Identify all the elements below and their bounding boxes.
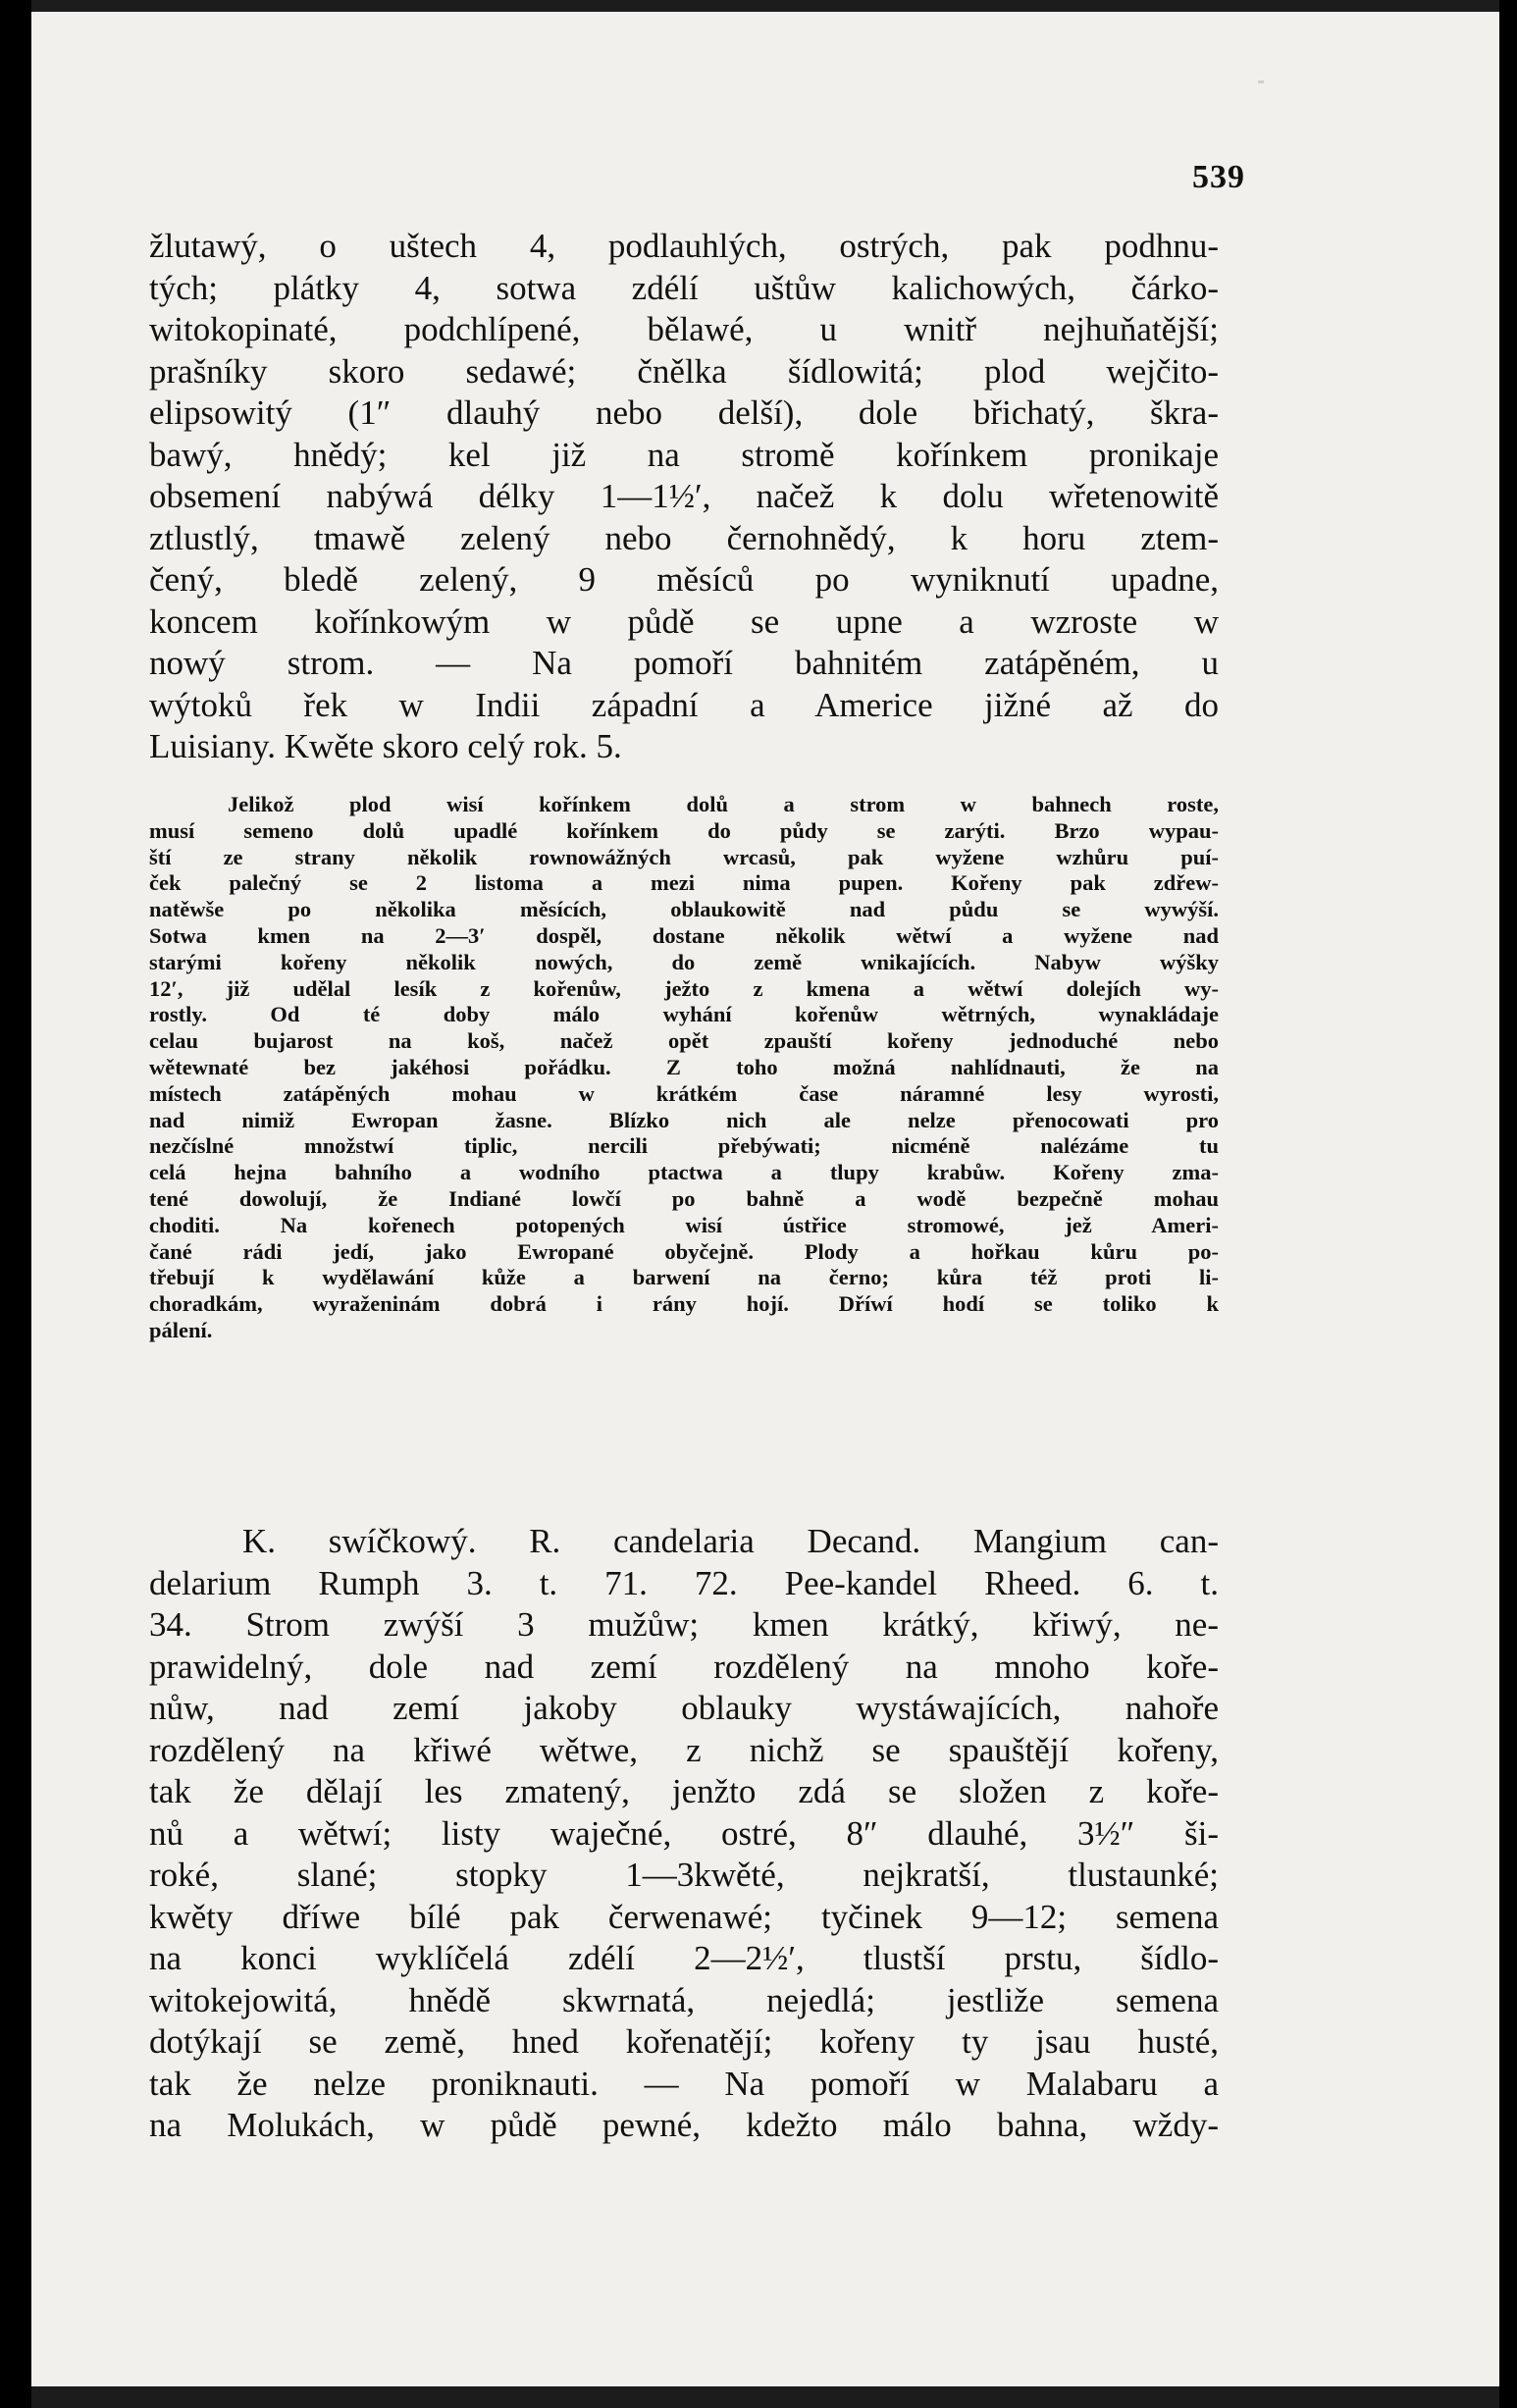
- text-line: čený, bledě zelený, 9 měsíců po wyniknutí upadne,: [149, 560, 1219, 599]
- footnote-line: Jelikož plod wisí kořínkem dolů a strom w bahnech roste,: [228, 792, 1219, 816]
- footnote-line: místech zatápěných mohau w krátkém čase náramné lesy wyrosti,: [149, 1080, 1219, 1106]
- text-line: bawý, hnědý; kel již na stromě kořínkem pronikaje: [149, 435, 1219, 474]
- footnote-line: rostly. Od té doby málo wyhání kořenůw wětrných, wynakládaje: [149, 1002, 1219, 1027]
- footnote-line: čané rádi jedí, jako Ewropané obyčejně. Plody a hořkau kůru po-: [149, 1238, 1219, 1264]
- text-line: žlutawý, o uštech 4, podlauhlých, ostrých, pak podhnu-: [149, 227, 1219, 265]
- text-line: 34. Strom zwýší 3 mužůw; kmen krátký, křiwý, ne-: [149, 1605, 1219, 1644]
- text-line: ztlustlý, tmawě zelený nebo černohnědý, k horu ztem-: [149, 518, 1219, 557]
- text-line: na Molukách, w půdě pewné, kdežto málo bahna, wždy-: [149, 2106, 1219, 2144]
- text-line: Luisiany. Kwěte skoro celý rok. 5.: [149, 727, 622, 765]
- text-line: K. swíčkowý. R. candelaria Decand. Mangium can-: [242, 1522, 1219, 1560]
- footnote: [149, 792, 1219, 1344]
- text-line: dotýkají se země, hned kořenatějí; kořeny ty jsau husté,: [149, 2022, 1219, 2061]
- book-page: [31, 12, 1499, 2386]
- text-line: elipsowitý (1″ dlauhý nebo delší), dole břichatý, škra-: [149, 393, 1219, 432]
- footnote-line: tené dowolují, že Indiané lowčí po bahně a wodě bezpečně mohau: [149, 1185, 1219, 1211]
- page-fold-mark: [1258, 80, 1264, 83]
- main-text-bottom: [149, 1521, 1219, 2147]
- footnote-line: natěwše po několika měsících, oblaukowitě nad půdu se wywýší.: [149, 897, 1219, 922]
- text-line: tak že nelze proniknauti. — Na pomoří w Malabaru a: [149, 2064, 1219, 2103]
- footnote-line: pálení.: [149, 1317, 213, 1342]
- footnote-line: choradkám, wyraženinám dobrá i rány hojí. Dříwí hodí se toliko k: [149, 1291, 1219, 1317]
- main-text-top: [149, 226, 1219, 768]
- footnote-line: nad nimiž Ewropan žasne. Blízko nich ale nelze přenocowati pro: [149, 1107, 1219, 1132]
- footnote-line: celau bujarost na koš, načež opět zpauští kořeny jednoduché nebo: [149, 1028, 1219, 1054]
- footnote-line: ští ze strany několik rownowážných wrcasů, pak wyžene wzhůru puí-: [149, 844, 1219, 869]
- footnote-line: wětewnaté bez jakéhosi pořádku. Z toho možná nahlídnauti, že na: [149, 1054, 1219, 1079]
- footnote-line: musí semeno dolů upadlé kořínkem do půdy se zarýti. Brzo wypau-: [149, 817, 1219, 843]
- text-line: witokopinaté, podchlípené, bělawé, u wnitř nejhuňatější;: [149, 310, 1219, 348]
- footnote-line: choditi. Na kořenech potopených wisí ústřice stromowé, jež Ameri-: [149, 1212, 1219, 1237]
- text-line: witokejowitá, hnědě skwrnatá, nejedlá; jestliže semena: [149, 1980, 1219, 2019]
- text-line: nůw, nad zemí jakoby oblauky wystáwajících, nahoře: [149, 1689, 1219, 1727]
- text-line: na konci wyklíčelá zdélí 2—2½′, tlustší prstu, šídlo-: [149, 1939, 1219, 1977]
- text-line: rozdělený na křiwé wětwe, z nichž se spauštějí kořeny,: [149, 1730, 1219, 1769]
- page-number: 539: [1192, 159, 1245, 195]
- text-line: nowý strom. — Na pomoří bahnitém zatápěném, u: [149, 644, 1219, 682]
- footnote-line: ček palečný se 2 listoma a mezi nima pupen. Kořeny pak zdřew-: [149, 870, 1219, 896]
- footnote-line: nezčíslné množstwí tiplic, nercili přebýwati; nicméně nalézáme tu: [149, 1133, 1219, 1159]
- text-line: delarium Rumph 3. t. 71. 72. Pee-kandel Rheed. 6. t.: [149, 1563, 1219, 1602]
- scan-right-border: [1499, 0, 1517, 2408]
- text-line: prawidelný, dole nad zemí rozdělený na mnoho koře-: [149, 1647, 1219, 1686]
- text-line: tých; plátky 4, sotwa zdélí uštůw kalichowých, čárko-: [149, 268, 1219, 307]
- footnote-line: 12′, již udělal lesík z kořenůw, ježto z kmena a wětwí dolejích wy-: [149, 975, 1219, 1001]
- text-line: prašníky skoro sedawé; čnělka šídlowitá; plod wejčito-: [149, 351, 1219, 391]
- text-line: roké, slané; stopky 1—3kwěté, nejkratší, tlustaunké;: [149, 1856, 1219, 1894]
- text-line: kwěty dříwe bílé pak čerwenawé; tyčinek 9—12; semena: [149, 1897, 1219, 1936]
- scan-left-border: [0, 0, 31, 2408]
- footnote-line: Sotwa kmen na 2—3′ dospěl, dostane několik wětwí a wyžene nad: [149, 922, 1219, 948]
- text-line: wýtoků řek w Indii západní a Americe jižné až do: [149, 685, 1219, 724]
- text-line: obsemení nabýwá délky 1—1½′, načež k dolu wřetenowitě: [149, 477, 1219, 515]
- text-line: nů a wětwí; listy waječné, ostré, 8″ dlauhé, 3½″ ši-: [149, 1813, 1219, 1853]
- text-line: tak že dělají les zmatený, jenžto zdá se složen z koře-: [149, 1772, 1219, 1810]
- footnote-line: třebují k wydělawání kůže a barwení na černo; kůra též proti li-: [149, 1265, 1219, 1290]
- text-line: koncem kořínkowým w půdě se upne a wzroste w: [149, 602, 1219, 641]
- footnote-line: celá hejna bahního a wodního ptactwa a tlupy krabůw. Kořeny zma-: [149, 1160, 1219, 1185]
- footnote-line: starými kořeny několik nowých, do země wnikajících. Nabyw wýšky: [149, 949, 1219, 974]
